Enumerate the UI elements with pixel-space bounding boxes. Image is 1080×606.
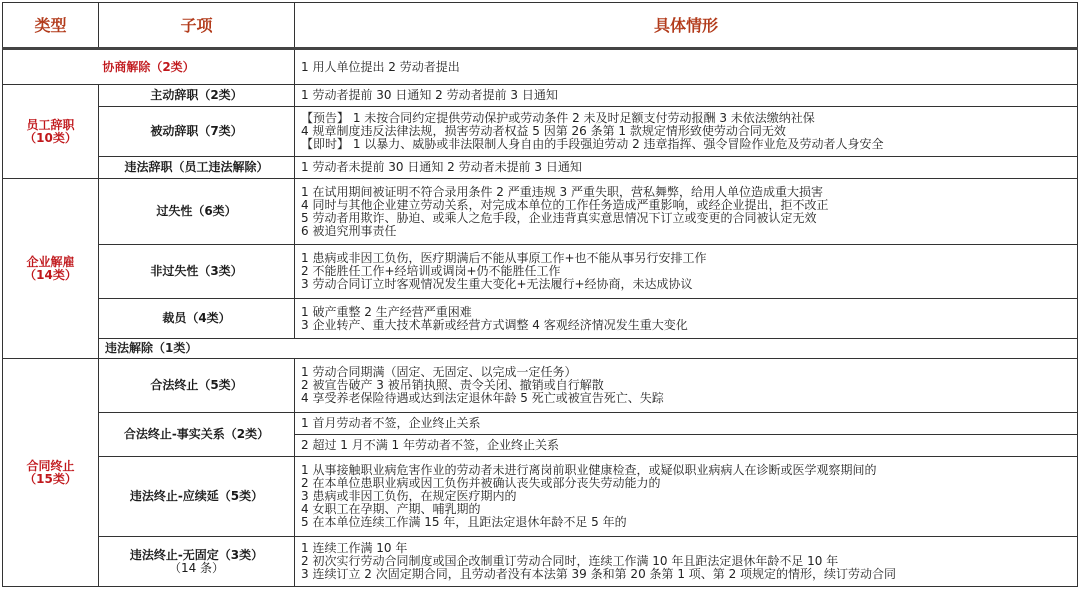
- category-label: 企业解雇: [26, 254, 75, 269]
- detail-line: 1 劳动者未提前 30 日通知 2 劳动者未提前 3 日通知: [301, 160, 582, 174]
- table-row: [3, 245, 1078, 299]
- detail-line: 1 劳动者提前 30 日通知 2 劳动者提前 3 日通知: [301, 88, 558, 102]
- category-count: （14类）: [24, 267, 77, 282]
- header-subitem: 子项: [99, 3, 295, 49]
- detail-line: 1 在试用期间被证明不符合录用条件 2 严重违规 3 严重失职，营私舞弊，给用人单位造成重大损害: [301, 184, 823, 199]
- detail-line: 1 劳动合同期满（固定、无固定、以完成一定任务）: [301, 365, 577, 379]
- detail-line: 6 被追究刑事责任: [301, 223, 397, 238]
- detail-line: 1 破产重整 2 生产经营严重困难: [301, 304, 472, 319]
- detail-line: 3 企业转产、重大技术革新或经营方式调整 4 客观经济情况发生重大变化: [301, 317, 688, 332]
- detail-line: 2 超过 1 月不满 1 年劳动者不签，企业终止关系: [301, 438, 559, 452]
- subitem-legal-end: 合法终止（5类）: [99, 359, 295, 413]
- table-row: [3, 157, 1078, 179]
- detail-line: 1 首月劳动者不签，企业终止关系: [301, 416, 481, 430]
- category-label: 合同终止: [26, 458, 75, 473]
- detail-cell: [295, 49, 1078, 85]
- detail-line: 1 连续工作满 10 年: [301, 541, 408, 555]
- detail-cell: [295, 107, 1078, 157]
- detail-cell: [295, 85, 1078, 107]
- detail-cell: [295, 537, 1078, 587]
- detail-line: 2 在本单位患职业病或因工负伤并被确认丧失或部分丧失劳动能力的: [301, 476, 661, 490]
- detail-line: 3 连续订立 2 次固定期合同，且劳动者没有本法第 39 条和第 20 条第 1 项、第 2 项规定的情形，续订劳动合同: [301, 567, 897, 581]
- detail-line: 【即时】 1 以暴力、威胁或非法限制人身自由的手段强迫劳动 2 违章指挥、强令冒险作业危及劳动者人身安全: [301, 137, 884, 151]
- detail-line: 1 从事接触职业病危害作业的劳动者未进行离岗前职业健康检查，或疑似职业病病人在诊断或医学观察期间的: [301, 463, 877, 477]
- detail-cell: [295, 299, 1078, 339]
- detail-line: 4 女职工在孕期、产期、哺乳期的: [301, 502, 481, 516]
- detail-line: 4 同时与其他企业建立劳动关系，对完成本单位的工作任务造成严重影响，或经企业提出，拒不改正: [301, 197, 829, 212]
- subitem-passive-resign: 被动辞职（7类）: [99, 107, 295, 157]
- table-row: [3, 359, 1078, 413]
- subitem-no-fault: 非过失性（3类）: [99, 245, 295, 299]
- table-row: [3, 179, 1078, 245]
- table-row: [3, 457, 1078, 537]
- category-employee-resign: [3, 85, 99, 179]
- subitem-layoff: 裁员（4类）: [99, 299, 295, 339]
- category-company-dismiss: [3, 179, 99, 359]
- detail-line: 4 规章制度违反法律法规，损害劳动者权益 5 因第 26 条第 1 款规定情形致使劳动合同无效: [301, 124, 786, 138]
- termination-types-table: [2, 2, 1078, 587]
- subitem-label: 违法终止-无固定（3类）: [129, 547, 264, 562]
- detail-line: 【预告】 1 未按合同约定提供劳动保护或劳动条件 2 未及时足额支付劳动报酬 3 未依法缴纳社保: [301, 111, 815, 125]
- detail-line: 4 享受养老保险待遇或达到法定退休年龄 5 死亡或被宣告死亡、失踪: [301, 391, 664, 405]
- subitem-extend: 违法终止-应续延（5类）: [99, 457, 295, 537]
- detail-line: 5 在本单位连续工作满 15 年，且距法定退休年龄不足 5 年的: [301, 515, 627, 529]
- detail-cell: [295, 435, 1078, 457]
- detail-line: 3 患病或非因工负伤，在规定医疗期内的: [301, 489, 517, 503]
- table-row: [3, 339, 1078, 359]
- category-negotiated: 协商解除（2类）: [3, 49, 295, 85]
- detail-cell: [295, 245, 1078, 299]
- detail-cell: [295, 359, 1078, 413]
- category-count: （15类）: [24, 471, 77, 486]
- category-contract-end: [3, 359, 99, 587]
- subitem-note: （14 条）: [168, 560, 225, 575]
- detail-cell: [295, 457, 1078, 537]
- table-row: [3, 299, 1078, 339]
- subitem-illegal-resign: 违法辞职（员工违法解除）: [99, 157, 295, 179]
- category-count: （10类）: [24, 130, 77, 145]
- header-detail: 具体情形: [295, 3, 1078, 49]
- subitem-illegal-dismiss: 违法解除（1类）: [99, 339, 1078, 359]
- detail-line: 1 用人单位提出 2 劳动者提出: [301, 59, 460, 74]
- table-row: [3, 85, 1078, 107]
- detail-cell: [295, 157, 1078, 179]
- detail-cell: [295, 179, 1078, 245]
- subitem-open-ended: [99, 537, 295, 587]
- detail-line: 5 劳动者用欺诈、胁迫、或乘人之危手段，企业违背真实意思情况下订立或变更的合同被认定无效: [301, 210, 817, 225]
- detail-line: 2 被宣告破产 3 被吊销执照、责令关闭、撤销或自行解散: [301, 378, 604, 392]
- table-row: [3, 413, 1078, 435]
- detail-line: 3 劳动合同订立时客观情况发生重大变化+无法履行+经协商，未达成协议: [301, 277, 693, 291]
- detail-line: 2 不能胜任工作+经培训或调岗+仍不能胜任工作: [301, 264, 561, 278]
- subitem-fact-relation: 合法终止-事实关系（2类）: [99, 413, 295, 457]
- table-header-row: [3, 3, 1078, 49]
- table-row: [3, 537, 1078, 587]
- category-label: 员工辞职: [26, 117, 75, 132]
- detail-line: 1 患病或非因工负伤，医疗期满后不能从事原工作+也不能从事另行安排工作: [301, 251, 707, 265]
- detail-line: 2 初次实行劳动合同制度或国企改制重订劳动合同时，连续工作满 10 年且距法定退休年龄不足 10 年: [301, 554, 839, 568]
- detail-cell: [295, 413, 1078, 435]
- table-row: [3, 107, 1078, 157]
- subitem-active-resign: 主动辞职（2类）: [99, 85, 295, 107]
- table-row: [3, 49, 1078, 85]
- header-type: 类型: [3, 3, 99, 49]
- subitem-fault: 过失性（6类）: [99, 179, 295, 245]
